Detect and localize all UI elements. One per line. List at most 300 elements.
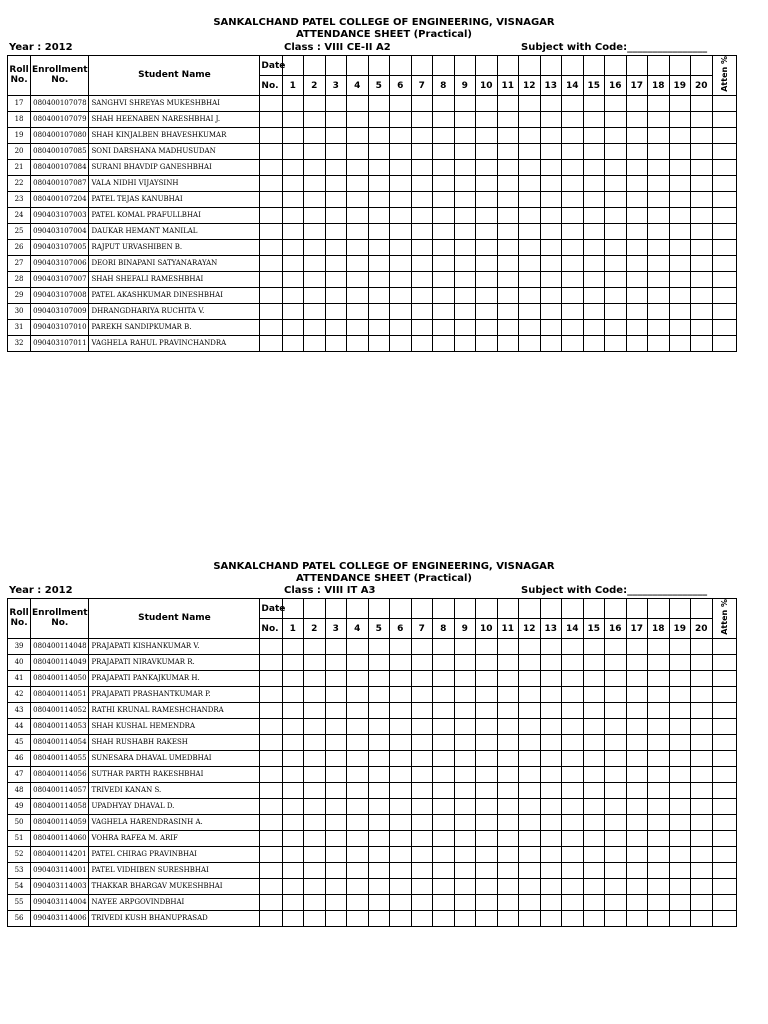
attendance-cell <box>454 686 476 702</box>
attendance-cell <box>304 271 326 287</box>
date-cell <box>411 56 433 76</box>
attendance-percent-cell <box>712 734 736 750</box>
table-row <box>8 654 737 670</box>
attendance-percent-cell <box>712 255 736 271</box>
attendance-cell <box>562 670 584 686</box>
attendance-cell <box>433 239 455 255</box>
date-no-cell <box>260 878 282 894</box>
attendance-cell <box>347 127 369 143</box>
attendance-cell <box>669 159 691 175</box>
date-cell <box>605 56 627 76</box>
table-row <box>8 862 737 878</box>
attendance-cell <box>648 734 670 750</box>
attendance-cell <box>605 878 627 894</box>
attendance-cell <box>669 271 691 287</box>
attendance-cell <box>304 750 326 766</box>
student-name: PRAJAPATI KISHANKUMAR V. <box>89 638 260 654</box>
attendance-cell <box>282 878 304 894</box>
attendance-cell <box>497 127 519 143</box>
attendance-cell <box>304 846 326 862</box>
attendance-cell <box>325 287 347 303</box>
roll-number: 25 <box>8 223 31 239</box>
attendance-table <box>7 598 737 927</box>
attendance-cell <box>626 670 648 686</box>
attendance-cell <box>390 255 412 271</box>
attendance-cell <box>669 319 691 335</box>
attendance-cell <box>605 255 627 271</box>
attendance-cell <box>454 846 476 862</box>
date-cell <box>669 56 691 76</box>
attendance-cell <box>304 175 326 191</box>
attendance-cell <box>282 159 304 175</box>
table-row <box>8 95 737 111</box>
attendance-cell <box>347 686 369 702</box>
student-name: SHAH RUSHABH RAKESH <box>89 734 260 750</box>
attendance-cell <box>368 910 390 926</box>
date-no-cell <box>260 894 282 910</box>
roll-number: 18 <box>8 111 31 127</box>
date-cell <box>368 56 390 76</box>
student-name: DEORI BINAPANI SATYANARAYAN <box>89 255 260 271</box>
attendance-cell <box>562 111 584 127</box>
attendance-cell <box>583 878 605 894</box>
attendance-cell <box>282 670 304 686</box>
attendance-cell <box>583 798 605 814</box>
attendance-cell <box>433 910 455 926</box>
attendance-cell <box>497 670 519 686</box>
attendance-percent-cell <box>712 798 736 814</box>
attendance-cell <box>476 862 498 878</box>
date-cell <box>454 56 476 76</box>
attendance-cell <box>497 782 519 798</box>
attendance-percent-cell <box>712 670 736 686</box>
enrollment-number: 080400107079 <box>31 111 89 127</box>
attendance-cell <box>390 175 412 191</box>
attendance-cell <box>648 718 670 734</box>
attendance-cell <box>304 335 326 351</box>
enrollment-number: 090403107009 <box>31 303 89 319</box>
day-number-header: 9 <box>454 76 476 95</box>
attendance-cell <box>626 766 648 782</box>
attendance-cell <box>368 750 390 766</box>
attendance-cell <box>454 798 476 814</box>
student-name: THAKKAR BHARGAV MUKESHBHAI <box>89 878 260 894</box>
attendance-cell <box>347 734 369 750</box>
roll-number: 26 <box>8 239 31 255</box>
table-row <box>8 686 737 702</box>
attendance-cell <box>433 335 455 351</box>
attendance-cell <box>282 319 304 335</box>
attendance-cell <box>669 127 691 143</box>
attendance-cell <box>605 287 627 303</box>
attendance-cell <box>497 910 519 926</box>
attendance-cell <box>691 830 713 846</box>
attendance-cell <box>368 814 390 830</box>
attendance-cell <box>562 910 584 926</box>
attendance-cell <box>390 303 412 319</box>
attendance-cell <box>583 111 605 127</box>
attendance-cell <box>282 702 304 718</box>
class-label: Class : VIII IT A3 <box>284 585 376 596</box>
attendance-cell <box>669 766 691 782</box>
attendance-cell <box>626 287 648 303</box>
attendance-cell <box>476 143 498 159</box>
enrollment-number: 080400107084 <box>31 159 89 175</box>
attendance-cell <box>519 654 541 670</box>
attendance-cell <box>411 766 433 782</box>
attendance-cell <box>411 287 433 303</box>
attendance-cell <box>562 702 584 718</box>
attendance-cell <box>626 159 648 175</box>
date-cell <box>368 599 390 619</box>
date-cell <box>282 56 304 76</box>
day-number-header: 9 <box>454 619 476 638</box>
attendance-cell <box>691 686 713 702</box>
attendance-cell <box>454 654 476 670</box>
attendance-cell <box>411 910 433 926</box>
attendance-cell <box>390 191 412 207</box>
attendance-percent-cell <box>712 894 736 910</box>
attendance-cell <box>282 287 304 303</box>
attendance-cell <box>476 175 498 191</box>
attendance-cell <box>411 335 433 351</box>
student-name: TRIVEDI KANAN S. <box>89 782 260 798</box>
attendance-cell <box>454 95 476 111</box>
attendance-cell <box>304 686 326 702</box>
day-number-header: 14 <box>562 619 584 638</box>
attendance-cell <box>497 798 519 814</box>
attendance-cell <box>325 750 347 766</box>
attendance-percent-cell <box>712 239 736 255</box>
attendance-cell <box>497 223 519 239</box>
attendance-cell <box>368 303 390 319</box>
table-row <box>8 782 737 798</box>
attendance-cell <box>605 862 627 878</box>
attendance-cell <box>519 127 541 143</box>
attendance-cell <box>583 846 605 862</box>
enrollment-number: 080400107085 <box>31 143 89 159</box>
attendance-cell <box>691 814 713 830</box>
attendance-cell <box>325 175 347 191</box>
enrollment-number: 080400114058 <box>31 798 89 814</box>
roll-number: 32 <box>8 335 31 351</box>
attendance-cell <box>648 271 670 287</box>
attendance-cell <box>433 638 455 654</box>
attendance-cell <box>325 127 347 143</box>
attendance-cell <box>691 894 713 910</box>
attendance-cell <box>411 862 433 878</box>
attendance-cell <box>368 191 390 207</box>
attendance-cell <box>304 766 326 782</box>
attendance-cell <box>304 910 326 926</box>
attendance-cell <box>368 798 390 814</box>
attendance-cell <box>411 750 433 766</box>
attendance-cell <box>605 143 627 159</box>
attendance-cell <box>540 127 562 143</box>
attendance-cell <box>691 159 713 175</box>
attendance-cell <box>519 734 541 750</box>
attendance-cell <box>540 670 562 686</box>
attendance-cell <box>411 830 433 846</box>
attendance-cell <box>626 239 648 255</box>
attendance-cell <box>282 830 304 846</box>
day-number-header: 16 <box>605 619 627 638</box>
table-row <box>8 798 737 814</box>
date-cell <box>626 599 648 619</box>
attendance-cell <box>519 143 541 159</box>
day-number-header: 14 <box>562 76 584 95</box>
attendance-cell <box>519 303 541 319</box>
attendance-cell <box>605 814 627 830</box>
date-no-cell <box>260 686 282 702</box>
attendance-cell <box>583 766 605 782</box>
attendance-cell <box>304 143 326 159</box>
attendance-cell <box>347 878 369 894</box>
attendance-cell <box>562 335 584 351</box>
attendance-cell <box>669 846 691 862</box>
day-number-header: 10 <box>476 619 498 638</box>
date-no-cell <box>260 846 282 862</box>
student-name: SHAH KINJALBEN BHAVESHKUMAR <box>89 127 260 143</box>
attendance-cell <box>282 223 304 239</box>
attendance-cell <box>347 654 369 670</box>
attendance-cell <box>583 734 605 750</box>
attendance-percent-label: Atten % <box>719 599 729 635</box>
date-cell <box>519 56 541 76</box>
attendance-cell <box>497 846 519 862</box>
attendance-cell <box>691 654 713 670</box>
attendance-cell <box>583 638 605 654</box>
attendance-cell <box>433 782 455 798</box>
day-number-header: 10 <box>476 76 498 95</box>
attendance-percent-cell <box>712 319 736 335</box>
roll-number: 30 <box>8 303 31 319</box>
attendance-cell <box>497 319 519 335</box>
attendance-cell <box>626 718 648 734</box>
attendance-cell <box>583 718 605 734</box>
attendance-cell <box>519 239 541 255</box>
date-no-cell <box>260 335 282 351</box>
attendance-cell <box>605 111 627 127</box>
date-no-cell <box>260 910 282 926</box>
date-cell <box>390 56 412 76</box>
date-cell <box>304 599 326 619</box>
attendance-cell <box>605 335 627 351</box>
table-row <box>8 894 737 910</box>
attendance-cell <box>282 638 304 654</box>
date-no-cell <box>260 654 282 670</box>
attendance-cell <box>476 223 498 239</box>
date-cell <box>433 56 455 76</box>
attendance-cell <box>519 223 541 239</box>
date-no-cell <box>260 95 282 111</box>
date-no-cell <box>260 782 282 798</box>
attendance-cell <box>691 271 713 287</box>
attendance-cell <box>325 798 347 814</box>
attendance-cell <box>583 702 605 718</box>
attendance-cell <box>669 718 691 734</box>
attendance-cell <box>605 271 627 287</box>
attendance-cell <box>454 734 476 750</box>
attendance-cell <box>433 670 455 686</box>
attendance-cell <box>497 894 519 910</box>
attendance-cell <box>540 878 562 894</box>
attendance-cell <box>454 175 476 191</box>
student-name: SUTHAR PARTH RAKESHBHAI <box>89 766 260 782</box>
attendance-percent-header <box>712 56 736 96</box>
attendance-cell <box>411 846 433 862</box>
attendance-percent-cell <box>712 271 736 287</box>
attendance-cell <box>583 223 605 239</box>
attendance-cell <box>626 127 648 143</box>
attendance-cell <box>433 718 455 734</box>
attendance-cell <box>433 127 455 143</box>
date-cell <box>562 56 584 76</box>
attendance-cell <box>497 878 519 894</box>
attendance-cell <box>648 127 670 143</box>
attendance-cell <box>562 830 584 846</box>
attendance-cell <box>476 766 498 782</box>
attendance-cell <box>583 910 605 926</box>
attendance-cell <box>433 766 455 782</box>
student-name: PATEL AKASHKUMAR DINESHBHAI <box>89 287 260 303</box>
attendance-cell <box>626 207 648 223</box>
date-cell <box>325 56 347 76</box>
attendance-cell <box>691 319 713 335</box>
attendance-cell <box>648 638 670 654</box>
attendance-cell <box>562 207 584 223</box>
attendance-cell <box>583 686 605 702</box>
attendance-cell <box>562 766 584 782</box>
attendance-cell <box>648 239 670 255</box>
student-name: SURANI BHAVDIP GANESHBHAI <box>89 159 260 175</box>
attendance-cell <box>562 654 584 670</box>
attendance-cell <box>476 319 498 335</box>
attendance-cell <box>411 223 433 239</box>
attendance-cell <box>476 303 498 319</box>
attendance-cell <box>583 814 605 830</box>
date-cell <box>691 599 713 619</box>
attendance-cell <box>304 878 326 894</box>
enrollment-number: 090403114006 <box>31 910 89 926</box>
attendance-cell <box>476 910 498 926</box>
attendance-cell <box>325 654 347 670</box>
day-number-header: 12 <box>519 76 541 95</box>
attendance-cell <box>390 143 412 159</box>
attendance-cell <box>325 95 347 111</box>
table-row <box>8 878 737 894</box>
attendance-cell <box>583 191 605 207</box>
table-row <box>8 766 737 782</box>
attendance-cell <box>626 175 648 191</box>
attendance-cell <box>390 718 412 734</box>
attendance-cell <box>390 335 412 351</box>
attendance-cell <box>282 782 304 798</box>
attendance-cell <box>282 143 304 159</box>
day-number-header: 15 <box>583 619 605 638</box>
attendance-cell <box>454 638 476 654</box>
date-no-cell <box>260 175 282 191</box>
attendance-cell <box>433 750 455 766</box>
attendance-cell <box>691 702 713 718</box>
attendance-cell <box>583 255 605 271</box>
attendance-cell <box>347 95 369 111</box>
attendance-cell <box>476 255 498 271</box>
attendance-cell <box>497 654 519 670</box>
attendance-cell <box>347 319 369 335</box>
attendance-cell <box>454 830 476 846</box>
attendance-cell <box>669 239 691 255</box>
attendance-percent-cell <box>712 702 736 718</box>
attendance-cell <box>540 750 562 766</box>
enrollment-number: 090403107010 <box>31 319 89 335</box>
enrollment-number: 080400107204 <box>31 191 89 207</box>
day-number-header: 6 <box>390 619 412 638</box>
attendance-percent-cell <box>712 638 736 654</box>
attendance-cell <box>626 654 648 670</box>
attendance-cell <box>540 287 562 303</box>
attendance-cell <box>368 878 390 894</box>
student-name: VAGHELA RAHUL PRAVINCHANDRA <box>89 335 260 351</box>
roll-number: 51 <box>8 830 31 846</box>
attendance-cell <box>304 862 326 878</box>
attendance-cell <box>368 654 390 670</box>
attendance-cell <box>519 191 541 207</box>
attendance-cell <box>476 830 498 846</box>
attendance-cell <box>519 910 541 926</box>
attendance-cell <box>540 782 562 798</box>
attendance-cell <box>411 638 433 654</box>
attendance-percent-cell <box>712 910 736 926</box>
date-cell <box>583 56 605 76</box>
attendance-cell <box>626 814 648 830</box>
attendance-cell <box>282 862 304 878</box>
attendance-cell <box>626 271 648 287</box>
enrollment-number: 090403107007 <box>31 271 89 287</box>
date-no-cell <box>260 702 282 718</box>
student-name: DHRANGDHARIYA RUCHITA V. <box>89 303 260 319</box>
attendance-cell <box>454 670 476 686</box>
roll-number: 50 <box>8 814 31 830</box>
attendance-cell <box>454 878 476 894</box>
date-cell <box>648 599 670 619</box>
attendance-cell <box>454 223 476 239</box>
attendance-cell <box>691 766 713 782</box>
attendance-cell <box>648 319 670 335</box>
roll-number: 49 <box>8 798 31 814</box>
student-name: UPADHYAY DHAVAL D. <box>89 798 260 814</box>
attendance-cell <box>669 734 691 750</box>
attendance-cell <box>368 335 390 351</box>
enrollment-number: 090403107005 <box>31 239 89 255</box>
attendance-cell <box>476 814 498 830</box>
date-no-cell <box>260 830 282 846</box>
attendance-cell <box>304 95 326 111</box>
table-row <box>8 255 737 271</box>
attendance-cell <box>691 862 713 878</box>
attendance-cell <box>476 782 498 798</box>
attendance-percent-cell <box>712 159 736 175</box>
date-no-cell <box>260 319 282 335</box>
table-row <box>8 159 737 175</box>
roll-number: 48 <box>8 782 31 798</box>
attendance-cell <box>304 798 326 814</box>
attendance-cell <box>691 638 713 654</box>
student-name: PRAJAPATI PANKAJKUMAR H. <box>89 670 260 686</box>
student-name: SUNESARA DHAVAL UMEDBHAI <box>89 750 260 766</box>
attendance-cell <box>390 223 412 239</box>
attendance-cell <box>390 319 412 335</box>
